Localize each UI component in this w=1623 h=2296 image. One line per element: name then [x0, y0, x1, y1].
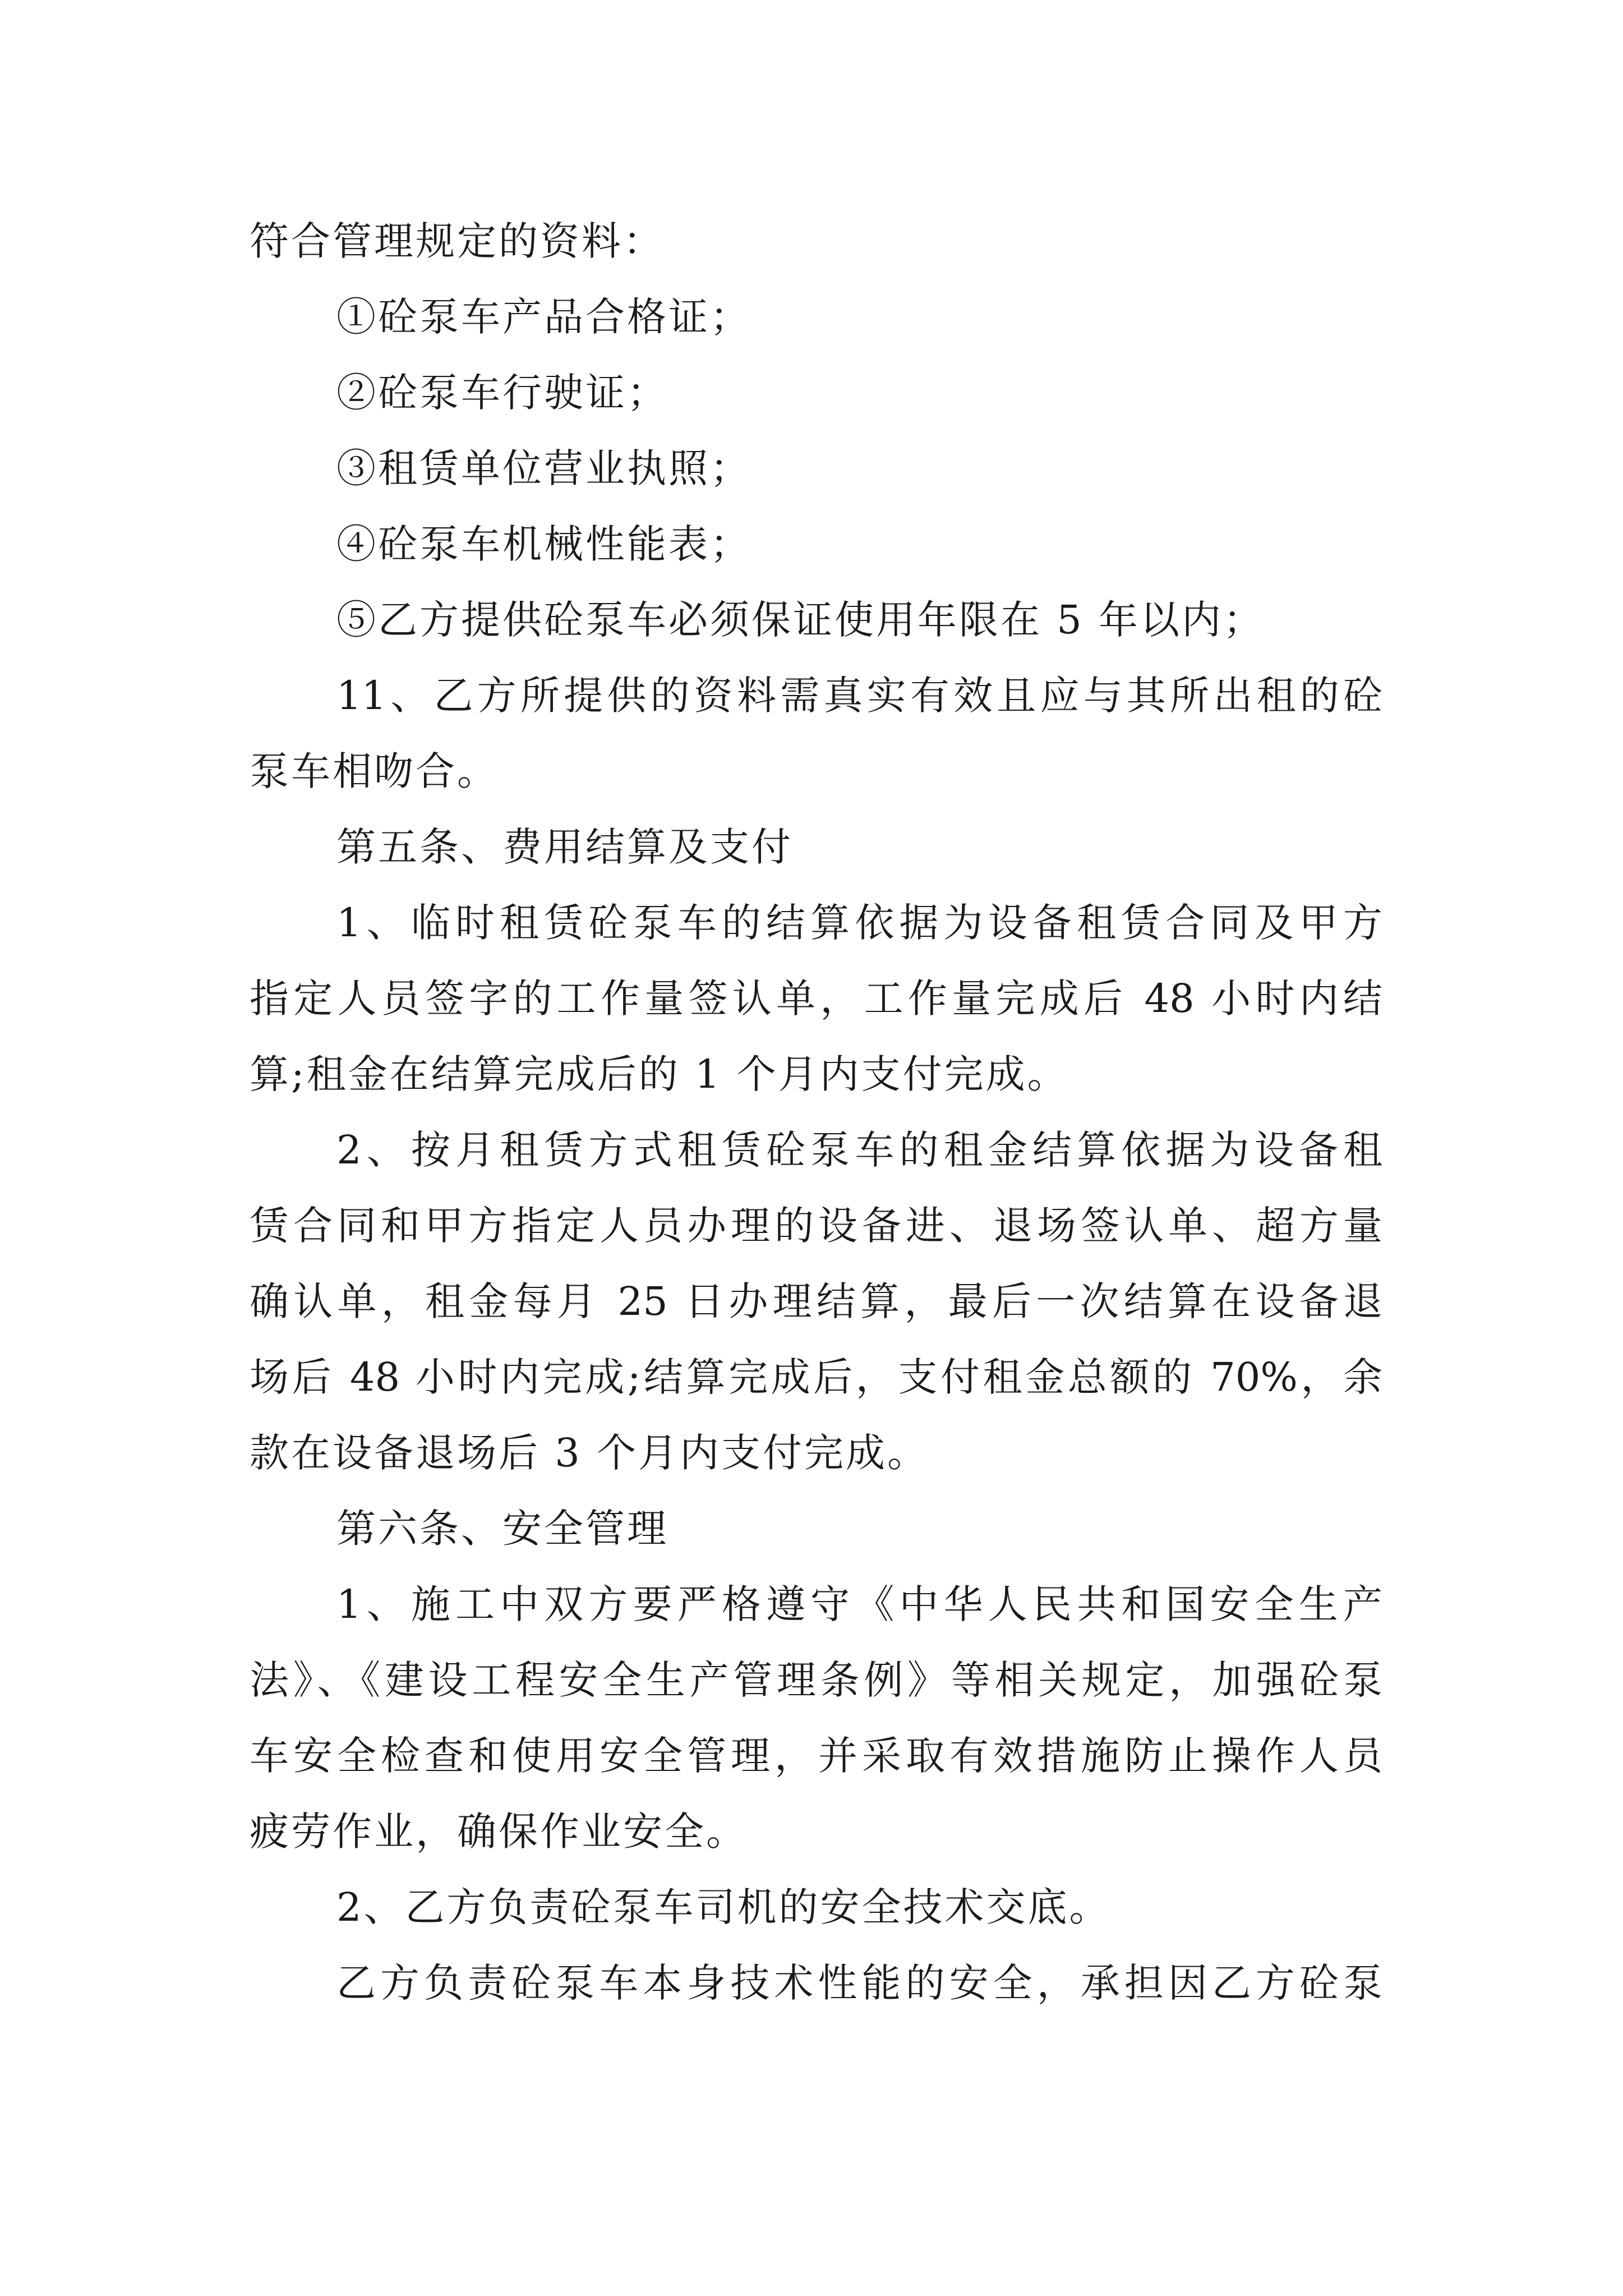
- text-line-item-2: ②砼泵车行驶证；: [336, 370, 668, 416]
- text-line-art5-p1-end: 算;租金在结算完成后的 1 个月内支付完成。: [250, 1051, 1069, 1097]
- text-line-clause-11-cont: 泵车相吻合。: [250, 748, 499, 794]
- text-line-item-3: ③租赁单位营业执照；: [336, 445, 751, 491]
- section-heading-article-6: 第六条、安全管理: [336, 1506, 668, 1552]
- text-line-art5-p2-cont2: 确认单，租金每月 25 日办理结算，最后一次结算在设备退: [250, 1278, 1382, 1324]
- text-line-art5-p1-cont: 指定人员签字的工作量签认单，工作量完成后 48 小时内结: [250, 976, 1382, 1022]
- text-line-item-4: ④砼泵车机械性能表；: [336, 521, 751, 567]
- text-line-art6-p3: 乙方负责砼泵车本身技术性能的安全，承担因乙方砼泵: [336, 1960, 1382, 2006]
- text-line-item-5: ⑤乙方提供砼泵车必须保证使用年限在 5 年以内；: [336, 597, 1265, 643]
- text-line-item-1: ①砼泵车产品合格证；: [336, 294, 751, 340]
- text-line-art5-p1: 1、临时租赁砼泵车的结算依据为设备租赁合同及甲方: [336, 900, 1382, 946]
- text-line-art5-p2-cont1: 赁合同和甲方指定人员办理的设备进、退场签认单、超方量: [250, 1203, 1382, 1249]
- text-line-art6-p1-end: 疲劳作业，确保作业安全。: [250, 1809, 748, 1855]
- text-line-art5-p2-end: 款在设备退场后 3 个月内支付完成。: [250, 1430, 929, 1476]
- text-line-clause-11: 11、乙方所提供的资料需真实有效且应与其所出租的砼: [336, 673, 1382, 719]
- text-line-art6-p1: 1、施工中双方要严格遵守《中华人民共和国安全生产: [336, 1581, 1382, 1627]
- section-heading-article-5: 第五条、费用结算及支付: [336, 824, 793, 870]
- text-line-art5-p2: 2、按月租赁方式租赁砼泵车的租金结算依据为设备租: [336, 1127, 1382, 1173]
- text-line-art6-p1-cont2: 车安全检查和使用安全管理，并采取有效措施防止操作人员: [250, 1733, 1382, 1779]
- text-line-materials-intro: 符合管理规定的资料：: [250, 218, 665, 264]
- text-line-art5-p2-cont3: 场后 48 小时内完成;结算完成后，支付租金总额的 70%，余: [250, 1354, 1382, 1400]
- text-line-art6-p1-cont1: 法》、《建设工程安全生产管理条例》等相关规定，加强砼泵: [250, 1657, 1382, 1703]
- text-line-art6-p2: 2、乙方负责砼泵车司机的安全技术交底。: [336, 1884, 1111, 1930]
